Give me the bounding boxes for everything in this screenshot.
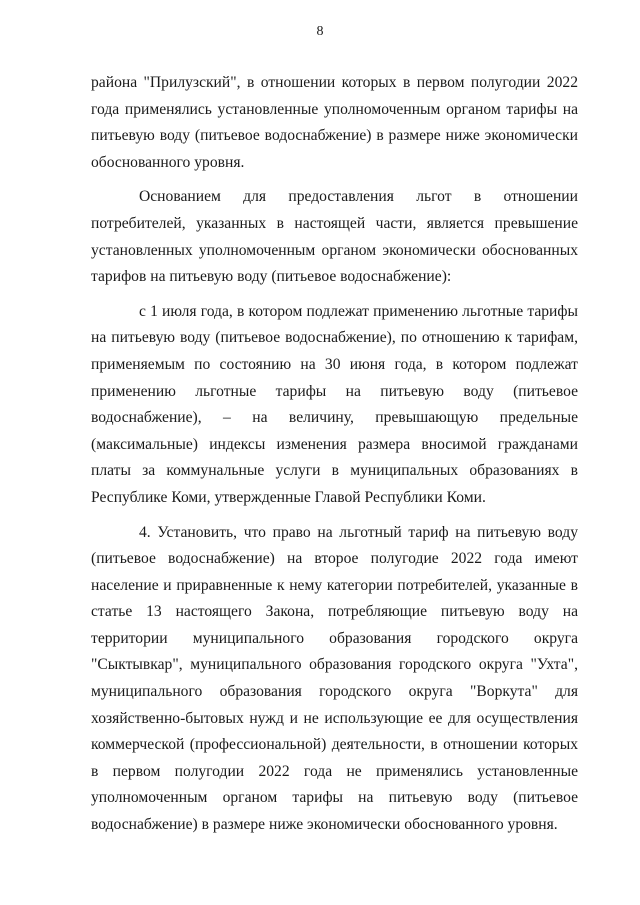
paragraph-continuation: района "Прилузский", в отношении которых в первом полугодии 2022 года применялись установленные уполномоченным органом тарифы на питьевую воду (питьевое водоснабжение) в размере ниже экономически обоснованного уровня.: [91, 74, 578, 171]
paragraph-basis: Основанием для предоставления льгот в отношении потребителей, указанных в настоящей части, является превышение установленных уполномоченным органом экономически обоснованных тарифов на питьевую воду (питьевое водоснабжение):: [91, 188, 578, 286]
page-number: 8: [316, 24, 324, 39]
paragraph-item-4: 4. Установить, что право на льготный тариф на питьевую воду (питьевое водоснабжение) на второе полугодие 2022 года имеют население и приравненные к нему категории потребителей, указанные в статье 13 настоящего Закона, потребляющие питьевую воду на территории муниципального образования городского округа "Сыктывкар", муниципального образования городского округа "Ухта", муниципального образования городского округа "Воркута" для хозяйственно-бытовых нужд и не использующие ее для осуществления коммерческой (профессиональной) деятельности, в отношении которых в первом полугодии 2022 года не применялись установленные уполномоченным органом тарифы на питьевую воду (питьевое водоснабжение) в размере ниже экономически обоснованного уровня.: [91, 523, 578, 834]
paragraph-period: с 1 июля года, в котором подлежат применению льготные тарифы на питьевую воду (питьевое водоснабжение), по отношению к тарифам, применяемым по состоянию на 30 июня года, в котором подлежат применению льготные тарифы на питьевую воду (питьевое водоснабжение), – на величину, превышающую предельные (максимальные) индексы изменения размера вносимой гражданами платы за коммунальные услуги в муниципальных образованиях в Республике Коми, утвержденные Главой Республики Коми.: [91, 302, 578, 506]
document-body: [91, 70, 578, 847]
